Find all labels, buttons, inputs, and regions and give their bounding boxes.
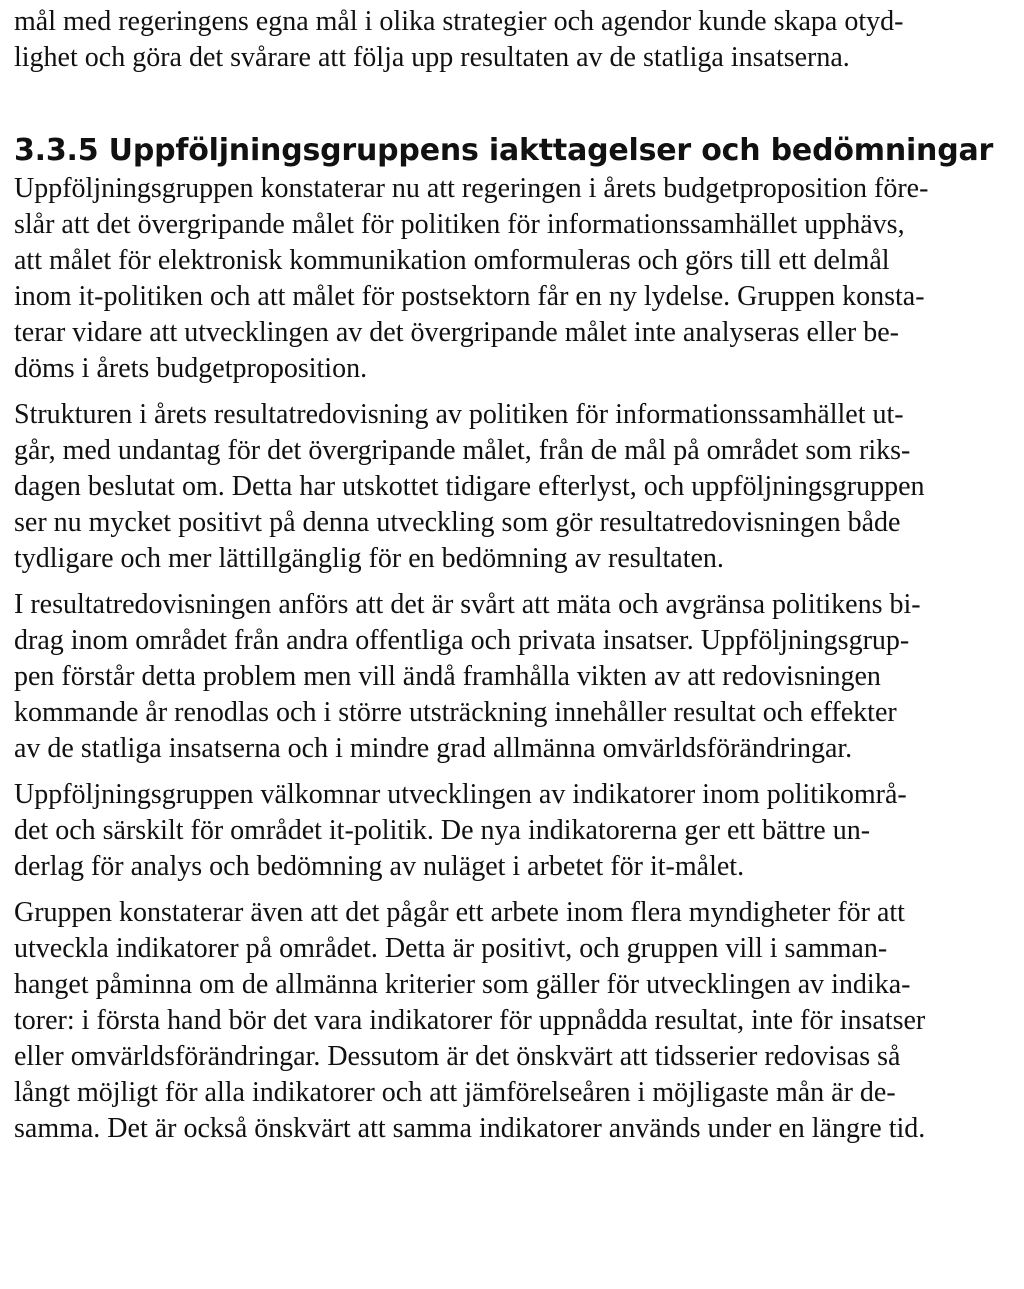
text-line: Uppföljningsgruppen konstaterar nu att regeringen i årets budgetproposition före- — [14, 173, 929, 204]
text-line: av de statliga insatserna och i mindre grad allmänna omvärldsförändringar. — [14, 733, 853, 764]
text-line: slår att det övergripande målet för politiken för informationssamhället upphävs, — [14, 209, 905, 240]
text-line: dagen beslutat om. Detta har utskottet tidigare efterlyst, och uppföljningsgruppen — [14, 471, 925, 502]
text-line: utveckla indikatorer på området. Detta är positivt, och gruppen vill i samman- — [14, 933, 888, 964]
text-line: samma. Det är också önskvärt att samma indikatorer används under en längre tid. — [14, 1113, 926, 1144]
text-line: drag inom området från andra offentliga och privata insatser. Uppföljningsgrup- — [14, 625, 910, 656]
text-line: döms i årets budgetproposition. — [14, 353, 368, 384]
text-line: inom it-politiken och att målet för postsektorn får en ny lydelse. Gruppen konsta- — [14, 281, 925, 312]
text-line: mål med regeringens egna mål i olika strategier och agendor kunde skapa otyd- — [14, 6, 904, 37]
text-line: Uppföljningsgruppen välkomnar utvecklingen av indikatorer inom politikområ- — [14, 779, 907, 810]
text-line: Gruppen konstaterar även att det pågår ett arbete inom flera myndigheter för att — [14, 897, 905, 928]
text-line: hanget påminna om de allmänna kriterier som gäller för utvecklingen av indika- — [14, 969, 911, 1000]
paragraph-4 — [14, 777, 1010, 885]
paragraph-1 — [14, 171, 1010, 387]
text-line: tydligare och mer lättillgänglig för en bedömning av resultaten. — [14, 543, 724, 574]
text-line: går, med undantag för det övergripande målet, från de mål på området som riks- — [14, 435, 911, 466]
text-line: I resultatredovisningen anförs att det är svårt att mäta och avgränsa politikens bi- — [14, 589, 921, 620]
text-line: eller omvärldsförändringar. Dessutom är det önskvärt att tidsserier redovisas så — [14, 1041, 901, 1072]
paragraph-5 — [14, 895, 1010, 1147]
section-heading: 3.3.5 Uppföljningsgruppens iakttagelser och bedömningar — [14, 133, 994, 168]
paragraph-2 — [14, 397, 1010, 577]
text-line: Strukturen i årets resultatredovisning av politiken för informationssamhället ut- — [14, 399, 904, 430]
text-line: att målet för elektronisk kommunikation omformuleras och görs till ett delmål — [14, 245, 890, 276]
intro-paragraph — [14, 4, 1010, 76]
text-line: derlag för analys och bedömning av nuläget i arbetet för it-målet. — [14, 851, 745, 882]
text-line: terar vidare att utvecklingen av det övergripande målet inte analyseras eller be- — [14, 317, 899, 348]
text-line: lighet och göra det svårare att följa upp resultaten av de statliga insatserna. — [14, 42, 850, 73]
text-line: pen förstår detta problem men vill ändå framhålla vikten av att redovisningen — [14, 661, 881, 692]
text-line: långt möjligt för alla indikatorer och att jämförelseåren i möjligaste mån är de- — [14, 1077, 896, 1108]
text-line: kommande år renodlas och i större utsträckning innehåller resultat och effekter — [14, 697, 897, 728]
text-line: torer: i första hand bör det vara indikatorer för uppnådda resultat, inte för insatser — [14, 1005, 926, 1036]
paragraph-3 — [14, 587, 1010, 767]
text-line: ser nu mycket positivt på denna utveckling som gör resultatredovisningen både — [14, 507, 901, 538]
text-line: det och särskilt för området it-politik. De nya indikatorerna ger ett bättre un- — [14, 815, 871, 846]
